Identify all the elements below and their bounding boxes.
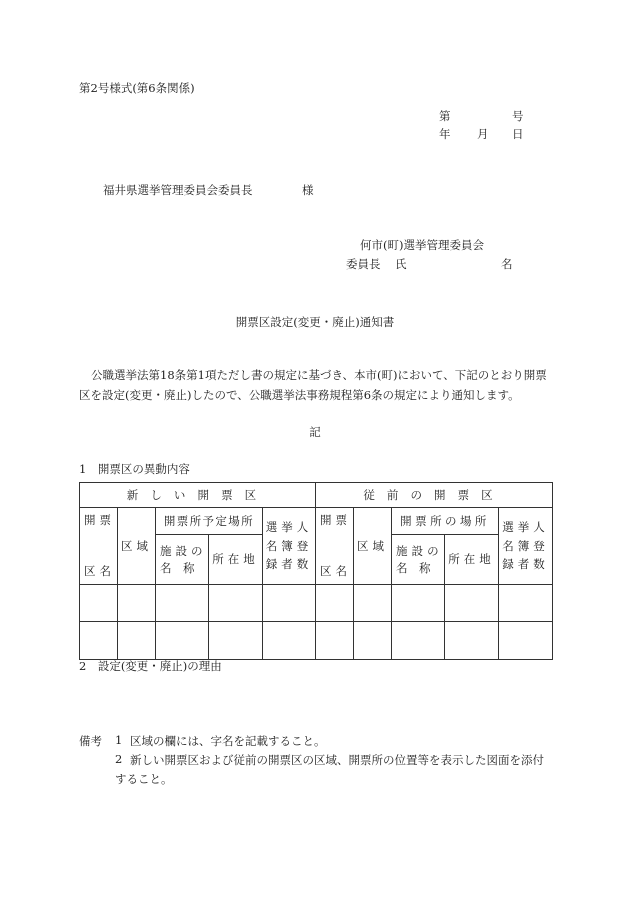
number-suffix: 号 (512, 109, 524, 123)
section-2-heading: 2 設定(変更・廃止)の理由 (79, 659, 222, 673)
body-line-1: 公職選挙法第18条第1項ただし書の規定に基づき、本市(町)において、下記のとおり開票 (91, 368, 547, 382)
body-line-2: 区を設定(変更・廃止)したので、公職選挙法事務規程第6条の規定により通知します。 (79, 388, 520, 402)
remarks-item-2-line-2: すること。 (115, 772, 173, 786)
old-voters-header: 選挙人 名簿登 録者数 (499, 508, 553, 585)
old-district-name-header: 開票 区名 (316, 508, 354, 585)
old-facility-header: 施設の 名 称 (392, 535, 445, 585)
new-area-header: 区域 (118, 508, 156, 585)
new-district-header: 新しい開票区 (80, 483, 316, 508)
addressee-name: 福井県選挙管理委員会委員長 (103, 183, 253, 197)
month-label: 月 (477, 127, 489, 141)
district-table (79, 482, 553, 660)
number-prefix: 第 (439, 109, 451, 123)
old-location-header: 所在地 (445, 535, 499, 585)
section-1-heading: 1 開票区の異動内容 (79, 462, 190, 476)
sender-title: 委員長 (346, 257, 381, 271)
year-label: 年 (439, 127, 451, 141)
new-facility-header: 施設の 名 称 (156, 535, 209, 585)
remarks-label: 備考 (79, 734, 102, 748)
new-place-header: 開票所予定場所 (156, 508, 263, 535)
ki-label: 記 (309, 425, 321, 439)
remarks-item-1: 区域の欄には、字名を記載すること。 (130, 734, 326, 748)
document-title: 開票区設定(変更・廃止)通知書 (235, 315, 395, 329)
old-district-header: 従前の開票区 (316, 483, 553, 508)
remarks-item-1-number: 1 (115, 733, 123, 747)
remarks-item-2-line-1: 新しい開票区および従前の開票区の区域、開票所の位置等を表示した図面を添付 (130, 753, 544, 767)
sender-name-label: 氏 (395, 257, 407, 271)
sender-org: 何市(町)選挙管理委員会 (360, 238, 484, 252)
table-row (80, 585, 553, 622)
day-label: 日 (512, 127, 524, 141)
addressee-honorific: 様 (302, 183, 314, 197)
new-district-name-header: 開票 区名 (80, 508, 118, 585)
table-row (80, 622, 553, 660)
old-area-header: 区域 (354, 508, 392, 585)
sender-name-suffix: 名 (501, 257, 513, 271)
new-voters-header: 選挙人 名簿登 録者数 (263, 508, 316, 585)
new-location-header: 所在地 (209, 535, 263, 585)
old-place-header: 開票所の場所 (392, 508, 499, 535)
form-label: 第2号様式(第6条関係) (79, 81, 195, 95)
remarks-item-2-number: 2 (115, 752, 123, 766)
